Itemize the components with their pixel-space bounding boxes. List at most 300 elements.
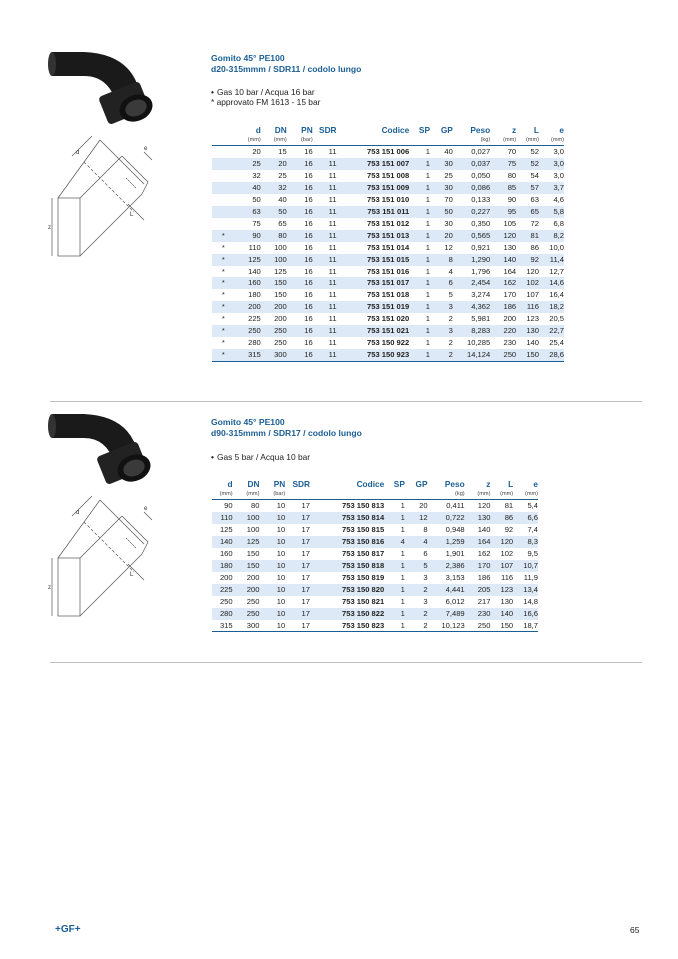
table-cell: 14,124: [453, 349, 490, 361]
table-cell: 17: [301, 548, 310, 558]
diagram-label-l: L: [130, 572, 134, 578]
table-cell: 200: [274, 314, 287, 324]
table-cell: 0,565: [453, 230, 490, 242]
table-row: [212, 596, 538, 608]
table-cell: 1,796: [471, 266, 491, 276]
table-cell: 10: [259, 512, 285, 524]
table-row: [212, 277, 564, 289]
table-cell: 16: [304, 314, 313, 324]
table-cell: 3,0: [539, 158, 564, 170]
table-cell: 3,0: [553, 147, 564, 156]
diagram-label-d: d: [76, 510, 80, 516]
table-cell: 92: [516, 254, 539, 266]
col-header-dn: DN: [274, 125, 287, 135]
fm-approval-mark: [212, 194, 235, 206]
table-cell: 12: [405, 512, 428, 524]
table-cell: 3,0: [553, 170, 564, 180]
table-cell: 16: [304, 170, 313, 180]
table-cell: 1: [409, 277, 430, 289]
table-cell: 3: [430, 301, 453, 313]
table-cell: 2: [405, 608, 428, 620]
article-code: 753 151 011: [337, 206, 410, 218]
table-cell: 1: [409, 301, 430, 313]
diagram-label-z: z: [48, 225, 51, 231]
table-cell: 81: [504, 501, 514, 510]
table-cell: 5: [448, 290, 453, 300]
table-cell: 63: [235, 206, 261, 218]
article-code: 753 151 017: [337, 277, 410, 289]
table-cell: 17: [285, 536, 310, 548]
table-cell: 13,4: [513, 584, 538, 596]
table-cell: 11: [313, 182, 337, 194]
table-cell: 17: [285, 620, 310, 632]
table-cell: 280: [212, 608, 233, 620]
table-cell: 170: [503, 290, 517, 300]
section-2-title-line2: d90-315mmm / SDR17 / codolo lungo: [211, 428, 362, 438]
table-cell: 100: [261, 254, 287, 266]
section-1-title-line1: Gomito 45° PE100: [211, 53, 285, 63]
article-code: 753 151 018: [367, 290, 410, 300]
table-cell: 90: [224, 501, 233, 510]
table-cell: 28,6: [539, 349, 564, 361]
table-cell: 16: [287, 349, 313, 361]
table-cell: 2,386: [428, 560, 465, 572]
table-cell: 120: [490, 230, 516, 242]
gf-logo: +GF+: [55, 924, 81, 935]
unit-peso: (kg): [428, 490, 465, 500]
article-code: 753 150 818: [310, 560, 384, 572]
table-cell: 110: [248, 242, 261, 252]
table-cell: 12: [444, 242, 453, 252]
table-cell: 102: [516, 277, 539, 289]
table-cell: 130: [503, 242, 517, 252]
table-cell: 86: [490, 512, 513, 524]
table-row: [212, 158, 564, 170]
table-cell: 30: [430, 182, 453, 194]
table-cell: 80: [261, 230, 287, 242]
table-cell: 1: [400, 524, 405, 534]
section-2-title: [211, 417, 362, 439]
table-row: [212, 254, 564, 266]
table-cell: 11,9: [523, 572, 538, 582]
col-header-z: z: [486, 479, 491, 489]
table-cell: 5,8: [539, 206, 564, 218]
article-code: 753 150 822: [310, 608, 384, 620]
table-cell: 107: [490, 560, 513, 572]
table-cell: 16: [304, 266, 313, 276]
table-cell: 1: [409, 182, 430, 194]
article-code: 753 151 013: [337, 230, 410, 242]
col-header-pn: PN: [273, 479, 286, 489]
table-cell: 0,050: [471, 170, 491, 180]
col-header-codice: Codice: [381, 125, 410, 135]
table-cell: 2: [430, 349, 453, 361]
table-cell: 3,7: [539, 182, 564, 194]
section-1-note-gas: Gas 10 bar / Acqua 16 bar: [216, 87, 315, 97]
fm-approval-mark: [212, 146, 235, 158]
col-header-dn: DN: [247, 479, 260, 489]
col-header-l: L: [508, 479, 514, 489]
fm-approval-mark: *: [212, 230, 235, 242]
table-cell: 4: [384, 536, 405, 548]
section-1-notes: • Gas 10 bar / Acqua 16 bar * approvato FM 1613 - 15 bar: [211, 87, 321, 107]
table-cell: 180: [248, 290, 261, 300]
table-cell: 250: [261, 325, 287, 337]
table-cell: 40: [444, 147, 453, 156]
col-header-peso: Peso: [444, 479, 465, 489]
table-cell: 170: [465, 560, 491, 572]
unit-peso: (kg): [453, 136, 490, 146]
table-cell: 1: [400, 501, 405, 510]
table-cell: 100: [246, 524, 260, 534]
fm-approval-mark: *: [212, 254, 235, 266]
table-cell: 10: [259, 620, 285, 632]
table-row: [212, 337, 564, 349]
table-cell: 1: [384, 584, 405, 596]
table-cell: 57: [516, 182, 539, 194]
unit-pn: (bar): [287, 136, 313, 146]
table-cell: 150: [490, 620, 513, 632]
table-cell: 250: [233, 608, 260, 620]
table-cell: 6: [423, 548, 428, 558]
section-1-title-line2: d20-315mmm / SDR11 / codolo lungo: [211, 64, 362, 74]
table-row: [212, 146, 564, 158]
col-header-gp: GP: [415, 479, 428, 489]
table-cell: 0,133: [471, 194, 491, 204]
table-cell: 40: [235, 182, 261, 194]
article-code: 753 150 820: [310, 584, 384, 596]
table-cell: 315: [235, 349, 261, 361]
table-cell: 10,285: [466, 338, 491, 348]
fm-approval-mark: *: [221, 314, 225, 324]
table-cell: 8,3: [513, 536, 538, 548]
table-cell: 200: [235, 301, 261, 313]
table-cell: 16: [304, 194, 313, 204]
table-cell: 10,7: [513, 560, 538, 572]
table-cell: 1: [384, 560, 405, 572]
fm-approval-mark: *: [212, 325, 235, 337]
table-cell: 315: [212, 620, 233, 632]
table-cell: 65: [278, 218, 287, 228]
diagram-label-z: z: [48, 585, 51, 591]
table-cell: 11: [313, 254, 337, 266]
table-cell: 1: [384, 512, 405, 524]
table-cell: 1: [409, 325, 430, 337]
elbow-photo-icon: [44, 46, 160, 128]
table-cell: 116: [501, 572, 514, 582]
table-cell: 25: [235, 158, 261, 170]
elbow-technical-drawing: [44, 132, 164, 262]
section-2-table: [212, 478, 538, 632]
section-divider-2: [50, 662, 642, 663]
article-code: 753 151 007: [337, 158, 410, 170]
table-cell: 17: [285, 584, 310, 596]
table-cell: 16: [304, 147, 313, 156]
table-cell: 150: [261, 277, 287, 289]
table-cell: 90: [507, 194, 517, 204]
table-cell: 10,0: [549, 242, 564, 252]
fm-approval-mark: *: [221, 266, 225, 276]
table-cell: 16: [304, 218, 313, 228]
table-cell: 16: [287, 325, 313, 337]
article-code: 753 151 006: [367, 147, 410, 156]
diagram-label-e: e: [144, 146, 148, 152]
elbow-photo-icon: [44, 406, 160, 488]
table-cell: 205: [465, 584, 491, 596]
table-cell: 0,227: [453, 206, 490, 218]
table-cell: 2: [448, 338, 453, 348]
table-cell: 186: [490, 301, 516, 313]
unit-z: (mm): [465, 490, 491, 500]
fm-approval-mark: [212, 182, 235, 194]
table-cell: 11: [328, 147, 337, 156]
table-cell: 16: [304, 290, 313, 300]
table-cell: 18,2: [539, 301, 564, 313]
table-cell: 72: [530, 218, 539, 228]
article-code: 753 151 016: [367, 266, 410, 276]
fm-approval-mark: *: [212, 349, 235, 361]
section-1-title: [211, 53, 361, 75]
table-cell: 125: [274, 266, 287, 276]
table-row: [212, 194, 564, 206]
table-cell: 11: [328, 218, 337, 228]
table-cell: 11,4: [539, 254, 564, 266]
table-row: [212, 608, 538, 620]
table-cell: 5,4: [527, 501, 538, 510]
table-row: [212, 170, 564, 182]
table-cell: 80: [507, 170, 517, 180]
article-code: 753 151 014: [367, 242, 410, 252]
table-cell: 107: [526, 290, 539, 300]
fm-approval-mark: *: [221, 290, 225, 300]
table-cell: 4: [405, 536, 428, 548]
table-cell: 11: [328, 170, 337, 180]
diagram-label-l: L: [130, 212, 134, 218]
table-cell: 1: [425, 218, 430, 228]
unit-dn: (mm): [261, 136, 287, 146]
table-cell: 1: [384, 620, 405, 632]
table-cell: 5: [405, 560, 428, 572]
section-2-note-gas: Gas 5 bar / Acqua 10 bar: [216, 452, 311, 462]
article-code: 753 150 813: [342, 501, 385, 510]
table-cell: 70: [444, 194, 453, 204]
table-cell: 300: [261, 349, 287, 361]
table-cell: 140: [526, 338, 539, 348]
section-2-notes: • Gas 5 bar / Acqua 10 bar: [211, 452, 311, 462]
table-cell: 4: [448, 266, 453, 276]
table-cell: 1,901: [445, 548, 465, 558]
table-row: [212, 584, 538, 596]
table-cell: 110: [212, 512, 233, 524]
table-cell: 0,037: [453, 158, 490, 170]
table-cell: 10: [259, 608, 285, 620]
table-row: [212, 349, 564, 361]
article-code: 753 150 821: [342, 596, 385, 606]
table-cell: 7,4: [527, 524, 538, 534]
table-cell: 100: [233, 512, 260, 524]
unit-z: (mm): [490, 136, 516, 146]
table-cell: 160: [219, 548, 233, 558]
table-cell: 1: [425, 147, 430, 156]
table-cell: 10: [259, 560, 285, 572]
table-cell: 85: [490, 182, 516, 194]
table-row: [212, 230, 564, 242]
table-cell: 120: [490, 536, 513, 548]
fm-approval-mark: [212, 170, 235, 182]
table-row: [212, 289, 564, 301]
table-cell: 150: [274, 290, 287, 300]
table-cell: 16: [287, 158, 313, 170]
table-cell: 250: [219, 596, 233, 606]
table-cell: 10: [259, 536, 285, 548]
table-cell: 17: [301, 596, 310, 606]
table-cell: 123: [490, 584, 513, 596]
article-code: 753 151 009: [337, 182, 410, 194]
table-cell: 30: [444, 218, 453, 228]
table-cell: 11: [328, 242, 337, 252]
unit-d: (mm): [212, 490, 233, 500]
table-cell: 164: [465, 536, 491, 548]
table-cell: 81: [516, 230, 539, 242]
table-cell: 200: [503, 314, 517, 324]
table-cell: 95: [490, 206, 516, 218]
table-row: [212, 313, 564, 325]
table-row: [212, 301, 564, 313]
table-cell: 200: [261, 301, 287, 313]
table-cell: 140: [477, 524, 491, 534]
table-row: [212, 560, 538, 572]
article-code: 753 151 012: [367, 218, 410, 228]
article-code: 753 150 823: [310, 620, 384, 632]
table-cell: 17: [285, 560, 310, 572]
table-cell: 25: [278, 170, 287, 180]
table-cell: 102: [500, 548, 514, 558]
table-cell: 230: [465, 608, 491, 620]
table-cell: 20: [430, 230, 453, 242]
table-cell: 2,454: [453, 277, 490, 289]
fm-approval-mark: *: [221, 338, 225, 348]
table-cell: 0,350: [471, 218, 491, 228]
table-cell: 125: [233, 536, 260, 548]
col-header-d: d: [255, 125, 261, 135]
table-cell: 300: [233, 620, 260, 632]
table-cell: 14,8: [523, 596, 538, 606]
diagram-label-d: d: [76, 150, 80, 156]
table-cell: 250: [235, 325, 261, 337]
article-code: 753 151 010: [367, 194, 410, 204]
table-cell: 11: [313, 230, 337, 242]
table-cell: 6,8: [553, 218, 564, 228]
unit-l: (mm): [516, 136, 539, 146]
table-cell: 32: [261, 182, 287, 194]
table-cell: 8: [423, 524, 428, 534]
table-cell: 10: [259, 584, 285, 596]
table-cell: 75: [252, 218, 261, 228]
table-cell: 280: [248, 338, 261, 348]
table-cell: 10,123: [428, 620, 465, 632]
table-cell: 1: [409, 230, 430, 242]
table-cell: 8,283: [453, 325, 490, 337]
table-cell: 140: [490, 254, 516, 266]
fm-approval-mark: *: [212, 301, 235, 313]
col-header-d: d: [227, 479, 233, 489]
table-cell: 200: [233, 584, 260, 596]
table-row: [212, 242, 564, 254]
table-row: [212, 266, 564, 278]
table-cell: 125: [219, 524, 233, 534]
table-cell: 3: [423, 572, 428, 582]
table-cell: 6,6: [513, 512, 538, 524]
col-header-pn: PN: [301, 125, 313, 135]
col-header-sp: SP: [393, 479, 405, 489]
table-cell: 1: [425, 290, 430, 300]
table-cell: 2: [405, 584, 428, 596]
table-cell: 17: [301, 524, 310, 534]
table-cell: 12,7: [549, 266, 564, 276]
table-cell: 1: [409, 349, 430, 361]
table-cell: 16: [287, 301, 313, 313]
table-cell: 4,441: [428, 584, 465, 596]
article-code: 753 151 021: [337, 325, 410, 337]
table-cell: 200: [219, 572, 233, 582]
table-cell: 1: [425, 266, 430, 276]
table-cell: 17: [301, 501, 310, 510]
table-cell: 3: [423, 596, 428, 606]
table-cell: 1: [400, 596, 405, 606]
table-cell: 3,274: [471, 290, 491, 300]
table-cell: 225: [248, 314, 261, 324]
table-cell: 100: [274, 242, 287, 252]
table-cell: 16: [287, 206, 313, 218]
unit-pn: (bar): [259, 490, 285, 500]
table-cell: 11: [313, 206, 337, 218]
table-cell: 30: [430, 158, 453, 170]
page-number: 65: [630, 925, 640, 935]
article-code: 753 151 020: [367, 314, 410, 324]
section-2-title-line1: Gomito 45° PE100: [211, 417, 285, 427]
article-code: 753 150 922: [367, 338, 410, 348]
table-cell: 1: [384, 608, 405, 620]
table-cell: 63: [530, 194, 539, 204]
table-cell: 0,027: [471, 147, 491, 156]
table-cell: 16: [287, 254, 313, 266]
table-cell: 16: [304, 242, 313, 252]
table-cell: 2: [448, 314, 453, 324]
table-cell: 120: [477, 501, 491, 510]
table-cell: 200: [246, 572, 260, 582]
table-cell: 16: [304, 338, 313, 348]
table-cell: 0,086: [453, 182, 490, 194]
table-cell: 105: [503, 218, 517, 228]
table-cell: 11: [328, 314, 337, 324]
table-row: [212, 182, 564, 194]
table-cell: 160: [235, 277, 261, 289]
col-header-sp: SP: [418, 125, 430, 135]
table-cell: 11: [313, 158, 337, 170]
unit-e: (mm): [539, 136, 564, 146]
table-cell: 9,5: [527, 548, 538, 558]
table-cell: 1: [409, 206, 430, 218]
table-cell: 52: [530, 147, 539, 156]
table-cell: 11: [328, 338, 337, 348]
section-1-note-fm: * approvato FM 1613 - 15 bar: [211, 96, 321, 107]
table-cell: 20,5: [549, 314, 564, 324]
col-header-e: e: [533, 479, 538, 489]
table-row: [212, 325, 564, 337]
table-cell: 164: [503, 266, 517, 276]
fm-approval-mark: [212, 218, 235, 230]
unit-l: (mm): [490, 490, 513, 500]
